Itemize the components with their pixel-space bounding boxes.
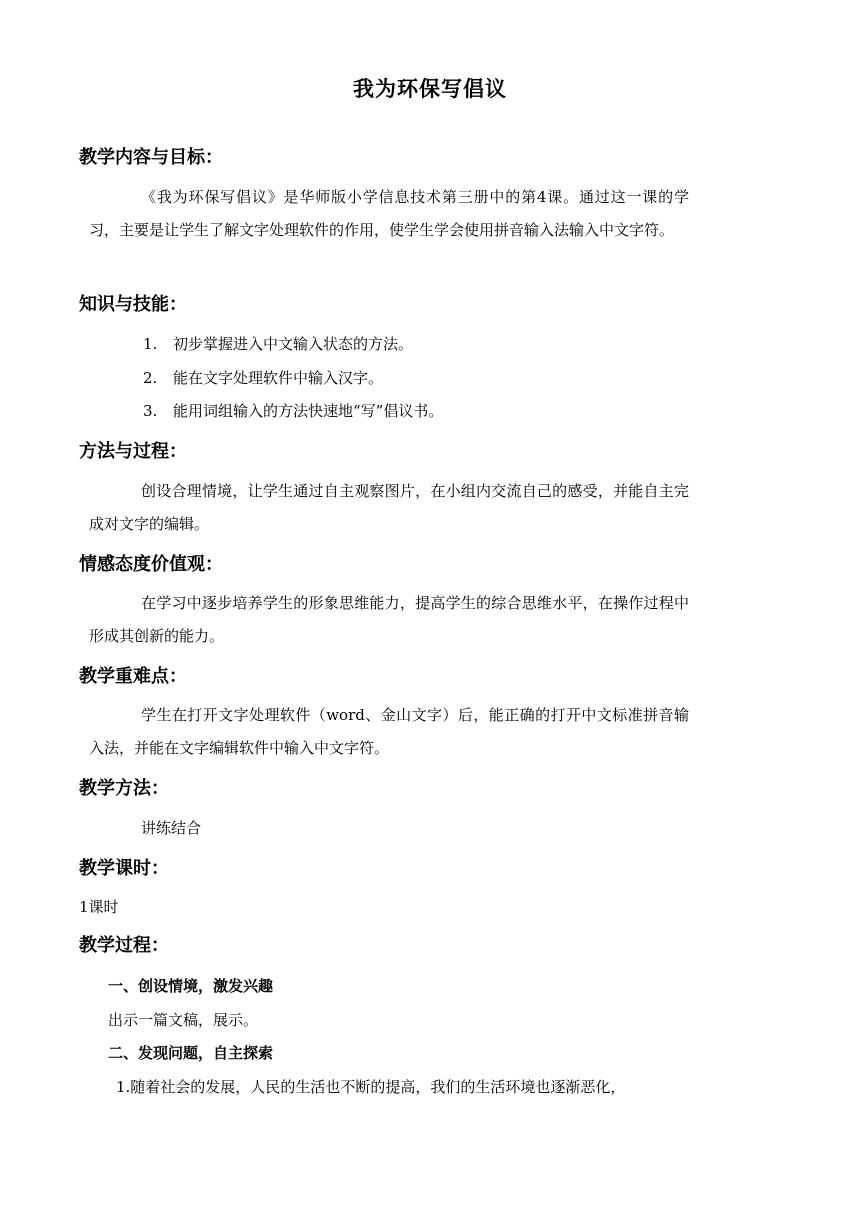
heading-teaching-method: 教学方法： xyxy=(79,778,169,799)
list-number: 3. xyxy=(143,402,158,420)
process-step1-title: 一、创设情境，激发兴趣 xyxy=(108,977,274,995)
class-hours-text: 1课时 xyxy=(79,898,119,916)
heading-skills: 知识与技能： xyxy=(79,294,187,315)
paragraph-methods-process: 创设合理情境，让学生通过自主观察图片，在小组内交流自己的感受，并能自主完成对文字的编辑。 xyxy=(89,482,689,533)
heading-teaching-process: 教学过程： xyxy=(79,935,169,956)
process-step1-text: 出示一篇文稿，展示。 xyxy=(108,1011,259,1029)
list-text: 能用词组输入的方法快速地“写”倡议书。 xyxy=(173,402,444,420)
list-number: 2. xyxy=(143,369,158,387)
heading-key-points: 教学重难点： xyxy=(79,666,187,687)
paragraph-key-points: 学生在打开文字处理软件（word、金山文字）后，能正确的打开中文标准拼音输入法，并能在文字编辑软件中输入中文字符。 xyxy=(89,706,689,757)
teaching-method-text: 讲练结合 xyxy=(141,819,202,837)
heading-values: 情感态度价值观： xyxy=(79,554,223,575)
list-number: 1. xyxy=(143,335,158,353)
process-step2-title: 二、发现问题，自主探索 xyxy=(108,1044,274,1062)
skills-list-item xyxy=(143,332,413,356)
heading-methods-process: 方法与过程： xyxy=(79,441,187,462)
list-text: 能在文字处理软件中输入汉字。 xyxy=(173,369,384,387)
paragraph-values: 在学习中逐步培养学生的形象思维能力，提高学生的综合思维水平，在操作过程中形成其创新的能力。 xyxy=(89,594,689,645)
process-step2-text: 1.随着社会的发展，人民的生活也不断的提高，我们的生活环境也逐渐恶化， xyxy=(116,1078,626,1096)
skills-list-item xyxy=(143,399,443,423)
skills-list-item xyxy=(143,366,383,390)
heading-class-hours: 教学课时： xyxy=(79,858,169,879)
paragraph-goals: 《我为环保写倡议》是华师版小学信息技术第三册中的第4课。通过这一课的学习，主要是让学生了解文字处理软件的作用，使学生学会使用拼音输入法输入中文字符。 xyxy=(89,188,689,239)
heading-goals: 教学内容与目标： xyxy=(79,147,223,168)
document-title: 我为环保写倡议 xyxy=(353,77,507,101)
list-text: 初步掌握进入中文输入状态的方法。 xyxy=(173,335,414,353)
